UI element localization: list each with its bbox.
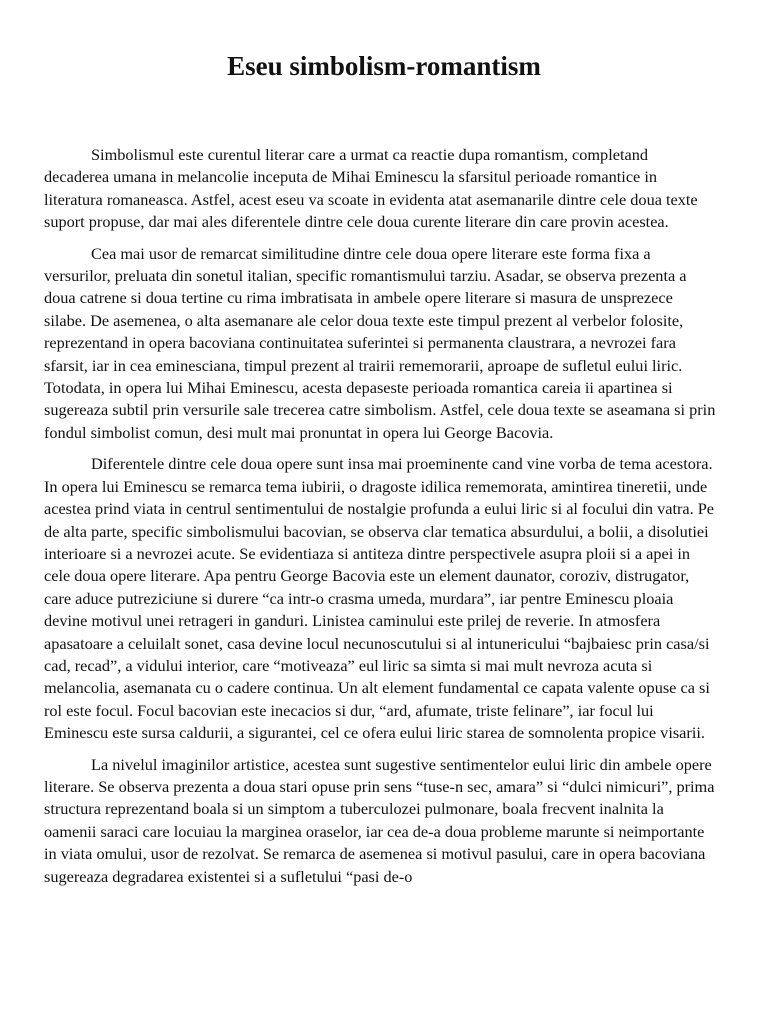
document-body xyxy=(44,144,716,897)
paragraph-differences: Diferentele dintre cele doua opere sunt insa mai proeminente cand vine vorba de tema acestora. In opera lui Eminescu se remarca tema iubirii, o dragoste idilica rememorata, amintirea tineretii, unde acestea prind viata in centrul sentimentului de nostalgie profunda a eului liric si al focului din vatra. Pe de alta parte, specific simbolismului bacovian, se observa clar tematica absurdului, a bolii, a disolutiei interioare si a nevrozei acute. Se evidentiaza si antiteza dintre perspectivele asupra ploii si a apei in cele doua opere literare. Apa pentru George Bacovia este un element daunator, coroziv, distrugator, care aduce putreziciune si durere “ca intr-o crasma umeda, murdara”, iar pentre Eminescu ploaia devine motivul unei retrageri in ganduri. Linistea caminului este prilej de reverie. In atmosfera apasatoare a celuilalt sonet, casa devine locul necunoscutului si al intunericului “bajbaiesc prin casa/si cad, recad”, a vidului interior, care “motiveaza” eul liric sa simta si mai mult nevroza acuta si melancolia, asemanata cu o cadere continua. Un alt element fundamental ce capata valente opuse ca si rol este focul. Focul bacovian este inecacios si dur, “ard, afumate, triste felinare”, iar focul lui Eminescu este sursa caldurii, a sigurantei, cel ce ofera eului liric starea de somnolenta propice visarii. xyxy=(44,454,715,743)
paragraph-intro: Simbolismul este curentul literar care a urmat ca reactie dupa romantism, completand decaderea umana in melancolie inceputa de Mihai Eminescu la sfarsitul perioade romantice in literatura romaneasca. Astfel, acest eseu va scoate in evidenta atat asemanarile dintre cele doua texte suport propuse, dar mai ales diferentele dintre cele doua curente literare din care provin acestea. xyxy=(44,145,698,232)
document-title: Eseu simbolism-romantism xyxy=(227,51,541,81)
paragraph-similarities: Cea mai usor de remarcat similitudine dintre cele doua opere literare este forma fixa a versurilor, preluata din sonetul italian, specific romantismului tarziu. Asadar, se observa prezenta a doua catrene si doua tertine cu rima imbratisata in ambele opere literare si masura de unsprezece silabe. De asemenea, o alta asemanare ale celor doua texte este timpul prezent al verbelor folosite, reprezentand in opera bacoviana continuitatea suferintei si permanenta claustrara, a nevrozei fara sfarsit, iar in cea eminesciana, timpul prezent al trairii rememorarii, aproape de sufletul eului liric. Totodata, in opera lui Mihai Eminescu, acesta depaseste perioada romantica careia ii apartinea si sugereaza subtil prin versurile sale trecerea catre simbolism. Astfel, cele doua texte se aseamana si prin fondul simbolist comun, desi mult mai pronuntat in opera lui George Bacovia. xyxy=(44,243,716,442)
paragraph-artistic-images: La nivelul imaginilor artistice, acestea sunt sugestive sentimentelor eului liric din ambele opere literare. Se observa prezenta a doua stari opuse prin sens “tuse-n sec, amara” si “dulci nimicuri”, prima structura reprezentand boala si un simptom a tuberculozei pulmonare, boala frecvent inalnita la oamenii saraci care locuiau la marginea oraselor, iar cea de-a doua probleme marunte si neimportante in viata omului, usor de rezolvat. Se remarca de asemenea si motivul pasului, care in opera bacoviana sugereaza degradarea existentei si a sufletului “pasi de-o xyxy=(44,754,715,886)
